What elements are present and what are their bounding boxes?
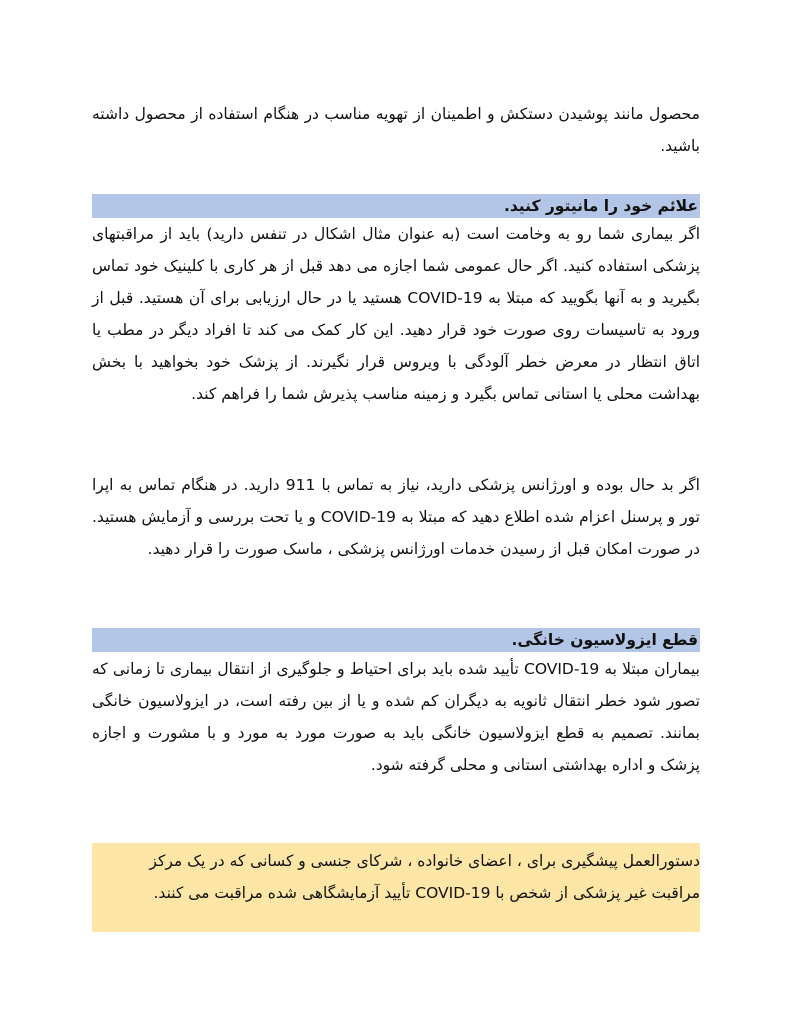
monitor-symptoms-heading-text: علائم خود را مانیتور کنید.: [503, 197, 698, 215]
prevention-guideline-line-2: مراقبت غیر پزشکی از شخص با COVID-19 تأیید آزمایشگاهی شده مراقبت می کنند.: [153, 884, 700, 902]
emergency-paragraph: اگر بد حال بوده و اورژانس پزشکی دارید، نیاز به تماس با 911 دارید. در هنگام تماس به اپرا تور و پرسنل اعزام شده اطلاع دهید که مبتلا به COVID-19 و یا تحت بررسی و آزمایش هستید. در صورت امکان قبل از رسیدن خدمات اورژانس پزشکی ، ماسک صورت را قرار دهید.: [92, 476, 700, 558]
monitor-symptoms-paragraph: اگر بیماری شما رو به وخامت است (به عنوان مثال اشکال در تنفس دارید) باید از مراقبتهای پزشکی استفاده کنید. اگر حال عمومی شما اجازه می دهد قبل از هر کاری با کلینیک خود تماس بگیرید و به آنها بگویید که مبتلا به COVID-19 هستید یا در حال ارزیابی برای آن هستید. قبل از ورود به تاسیسات روی صورت خود قرار دهید. این کار کمک می کند تا افراد دیگر در مطب یا اتاق انتظار در معرض خطر آلودگی با ویروس قرار نگیرند. از پزشک خود بخواهید با بخش بهداشت محلی یا استانی تماس بگیرد و زمینه مناسب پذیرش شما را فراهم کند.: [92, 225, 701, 403]
end-isolation-heading: [92, 628, 700, 652]
monitor-symptoms-heading: [92, 194, 700, 218]
end-isolation-heading-text: قطع ایزولاسیون خانگی.: [511, 631, 698, 649]
end-isolation-paragraph: بیماران مبتلا به COVID-19 تأیید شده باید برای احتیاط و جلوگیری از انتقال بیماری تا زمانی که تصور شود خطر انتقال ثانویه به دیگران کم شده و یا از بین رفته است، در ایزولاسیون خانگی بمانند. تصمیم به قطع ایزولاسیون خانگی باید به صورت مورد به مورد و با مشورت و اجازه پزشک و اداره بهداشتی استانی و محلی گرفته شود.: [92, 660, 700, 774]
prevention-guideline-line-1: دستورالعمل پیشگیری برای ، اعضای خانواده ، شرکای جنسی و کسانی که در یک مرکز: [149, 852, 700, 870]
intro-paragraph: محصول مانند پوشیدن دستکش و اطمینان از تهویه مناسب در هنگام استفاده از محصول داشته باشید.: [92, 105, 700, 155]
